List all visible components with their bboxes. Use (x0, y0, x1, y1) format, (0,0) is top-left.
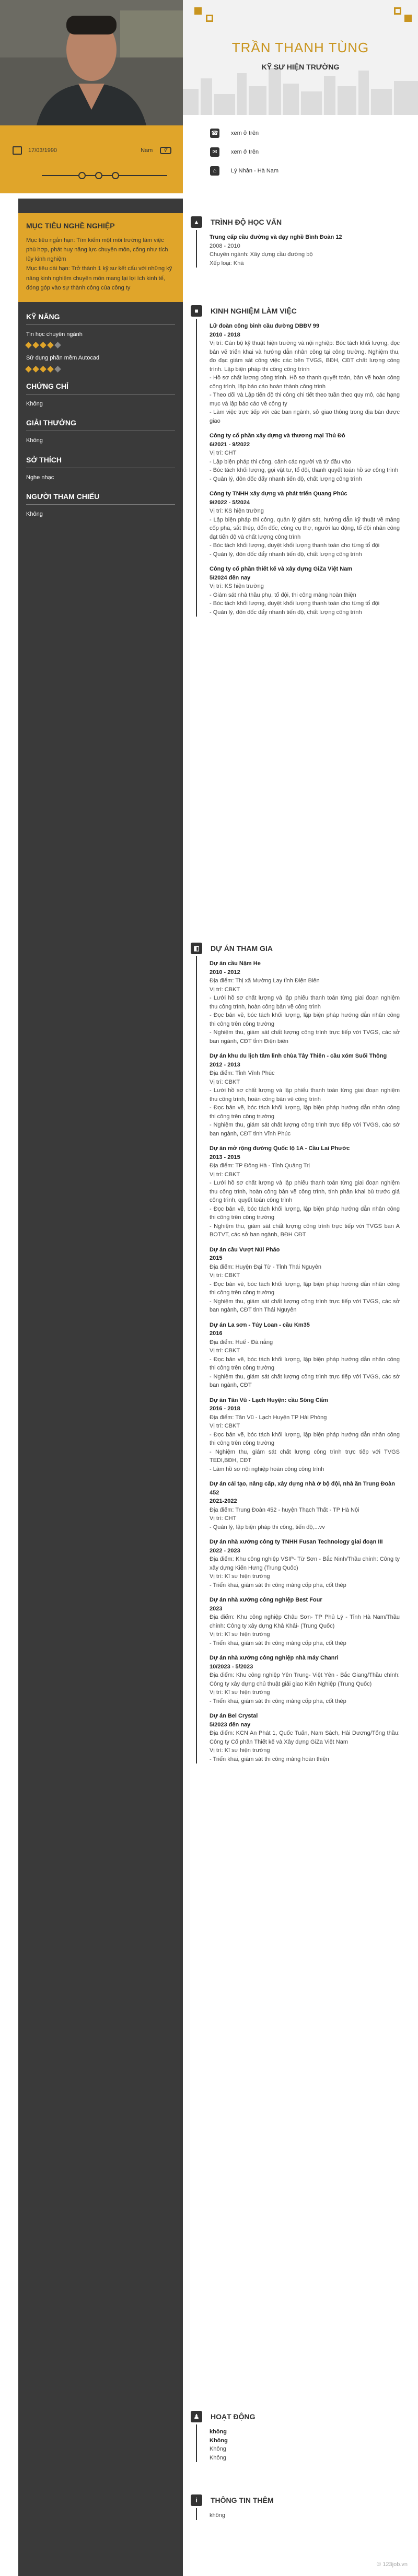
decor-circle (112, 172, 119, 179)
contact-email: ✉ xem ở trên (210, 147, 259, 157)
education-section (191, 214, 400, 274)
project-entry: Dự án cải tạo, nâng cấp, xây dựng nhà ở bộ đội, nhà ăn Trung Đoàn 452 2021-2022 Địa điểm: Trung Đoàn 452 - huyện Thạch Thất - TP Hà Nội Vị trí: CHT - Quản lý, lập biện pháp thi công, tiến độ,...vv (210, 1481, 396, 1530)
watermark: © 123job.vn (377, 2561, 408, 2568)
activity-icon: ♟ (191, 2411, 202, 2422)
skill-name: Sử dụng phần mềm Autocad (26, 355, 100, 362)
project-icon: ◧ (191, 943, 202, 954)
email-icon: ✉ (210, 147, 219, 157)
hobbies-section: SỞ THÍCH Nghe nhạc (18, 455, 183, 482)
section-title: KINH NGHIỆM LÀM VIỆC (211, 306, 297, 315)
sidebar (18, 199, 183, 2576)
awards-section: GIẢI THƯỞNG Không (18, 417, 183, 445)
project-entry: Dự án khu du lịch tâm linh chùa Tây Thiên - cầu xóm Suối Thông 2012 - 2013 Địa điểm: Tỉnh Vĩnh Phúc Vị trí: CBKT - Lưới hồ sơ chất lượng và lập phiếu thanh toán từng giai đoạn nghiệm thu công trình, hoàn công bản vẽ công trình - Đọc bản vẽ, bóc tách khối lượng, lập biện pháp hướng dẫn nhân công thi công trên công trường - Nghiệm thu, giám sát chất lượng công trình trực tiếp với TVGS, các sở ban ngành, CĐT tỉnh Vĩnh Phúc (210, 1053, 400, 1137)
section-title: GIẢI THƯỞNG (26, 417, 175, 431)
objective-text: Mục tiêu ngắn hạn: Tìm kiếm một môi trường làm việc phù hợp, phát huy năng lực chuyên môn, cống như tích lũy kinh nghiệm Mục tiêu dài hạn: Trở thành 1 kỹ sư kết cấu với những kỹ năng kinh nghiệm chuyên môn mang lại lợi ích kinh tế, đóng góp vào sự thành công của công ty (26, 237, 172, 291)
more-info-entry: không (210, 2512, 225, 2519)
experience-entry: Công ty cổ phần xây dựng và thương mại Thủ Đô 6/2021 - 9/2022 Vị trí: CHT - Lập biện pháp thi công, cảnh các người và từ đầu vào - Bóc tách khối lượng, gọi vật tư, tổ đội, thanh quyết toán hồ sơ công trình - Quản lý, đôn đốc đẩy nhanh tiến độ, chất lượng công trình (210, 433, 399, 482)
contact-address: ⌂ Lý Nhân - Hà Nam (210, 166, 278, 176)
home-icon: ⌂ (210, 166, 219, 176)
section-title: SỞ THÍCH (26, 455, 175, 468)
cv-header (0, 0, 418, 199)
more-info-section (191, 2492, 400, 2526)
project-entry: Dự án Bel Crystal 5/2023 đến nay Địa điểm: KCN An Phát 1, Quốc Tuấn, Nam Sách, Hải Dương/Tổng thầu: Công ty Cổ phần Thiết kế và Xây dựng GiZa Việt Nam Vị trí: Kĩ sư hiện trường - Triển khai, giám sát thi công mảng hoàn thiện (210, 1713, 400, 1762)
avatar (0, 0, 183, 125)
projects-section (191, 941, 400, 1770)
decor-square (206, 15, 213, 22)
section-title: HOẠT ĐỘNG (211, 2412, 256, 2421)
decor-circle (95, 172, 102, 179)
experience-entry: Lữ đoàn công binh cầu đường DBĐV 99 2010 - 2018 Vị trí: Cán bộ kỹ thuật hiện trường và nội nghiệp: Bóc tách khối lượng, đọc bản vẽ triển khai và hướng dẫn nhân công tại công trường. Nghiệm thu, đo đạc giám sát công việc các bên TVGS, BĐH, CĐT chất lượng công trình. Lập biện pháp thi công công trình - Hồ sơ chất lượng công trình. Hồ sơ thanh quyết toán, bản vẽ hoàn công công trình, lập báo cáo hoàn thành công trình - Theo dõi và Lập tiến độ thi công chi tiết theo tuần theo quy mô, các hạng mục và lập báo cáo về công ty - Làm việc trực tiếp với các ban ngành, sở giao thông trong địa bàn được giao (210, 323, 400, 424)
section-title: CHỨNG CHỈ (26, 381, 175, 394)
certificates-section: CHỨNG CHỈ Không (18, 381, 183, 409)
section-title: DỰ ÁN THAM GIA (211, 944, 273, 953)
activity-entry: không Không Không Không (210, 2429, 228, 2461)
phone-icon: ☎ (210, 129, 219, 138)
project-entry: Dự án cầu Vượt Núi Pháo 2015 Địa điểm: Huyện Đại Từ - Tỉnh Thái Nguyên Vị trí: CBKT - Đọc bản vẽ, bóc tách khối lượng, lập biện pháp hướng dẫn nhân công thi công trên công trường - Nghiệm thu, giám sát chất lượng công trình trực tiếp với TVGS, các sở ban ngành, CĐT tỉnh Thái Nguyên (210, 1246, 400, 1313)
skill-rating (26, 367, 175, 372)
graduation-cap-icon: ▲ (191, 216, 202, 228)
candidate-name: TRẦN THANH TÙNG (231, 40, 369, 55)
job-title: KỸ SƯ HIỆN TRƯỜNG (261, 63, 340, 71)
decor-divider (42, 175, 167, 176)
gender: Nam (141, 147, 153, 154)
calendar-icon (13, 146, 22, 155)
birthday: 17/03/1990 (28, 147, 57, 154)
references-section: NGƯỜI THAM CHIẾU Không (18, 491, 183, 519)
contact-phone: ☎ xem ở trên (210, 129, 259, 138)
experience-entry: Công ty TNHH xây dựng và phát triển Quang Phúc 9/2022 - 5/2024 Vị trí: KS hiện trường - Lập biện pháp thi công, quản lý giám sát, hướng dẫn kỹ thuật về mảng cốp pha, sắt thép, đổn đốc, công cụ thợ, người lao động, tổ đội nhân công đạt tiến độ và chất lượng công trình - Bóc tách khối lượng, duyệt khối lượng thanh toán cho từng tổ đội - Quản lý, đôn đốc đẩy nhanh tiến độ, chất lượng công trình (210, 491, 400, 558)
experience-section (191, 303, 400, 623)
education-entry: Trung cấp cầu đường và dạy nghề Bình Đoàn 12 2008 - 2010 Chuyên ngành: Xây dựng cầu đường bộ Xếp loại: Khá (210, 234, 342, 266)
section-title: MỤC TIÊU NGHỀ NGHIỆP (26, 222, 115, 230)
project-entry: Dự án mở rộng đường Quốc lộ 1A - Cầu Lai Phước 2013 - 2015 Địa điểm: TP Đông Hà - Tỉnh Quảng Trị Vị trí: CBKT - Lưới hồ sơ chất lượng và lập phiếu thanh toán từng giai đoạn nghiệm thu công trình, hoàn công bản vẽ công trình, tính phần khai bù trước giá công trình, quyết toán công trình - Đọc bản vẽ, bóc tách khối lượng, lập biện pháp hướng dẫn nhân công thi công trên công trường - Nghiệm thu, giám sát chất lượng công trình trực tiếp với TVGS ban A BOTVT, các sở ban ngành, BĐH CĐT (210, 1145, 400, 1238)
section-title: KỸ NĂNG (26, 311, 175, 325)
project-entry: Dự án nhà xưởng công nghiệp Best Four 2023 Địa điểm: Khu công nghiệp Châu Sơn- TP Phủ Lý - Tỉnh Hà Nam/Thầu chính: Công ty xây dựng Khả Khải- (Trung Quốc) Vị trí: Kĩ sư hiện trường - Triển khai, giám sát thi công mảng cốp pha, cốt thép (210, 1597, 400, 1646)
skill-name: Tin học chuyên ngành (26, 331, 83, 338)
project-entry: Dự án nhà xưởng công nghiệp nhà máy Chanri 10/2023 - 5/2023 Địa điểm: Khu công nghiệp Yên Trung- Việt Yên - Bắc Giang/Thầu chính: Công ty xây dựng chủ thuật giải giao Kiến Nghiệp (Trung Quốc) Vị trí: Kĩ sư hiện trường - Triển khai, giám sát thi công mảng cốp pha, cốt thép (210, 1655, 400, 1704)
section-title: TRÌNH ĐỘ HỌC VẤN (211, 217, 282, 226)
info-icon: i (191, 2494, 202, 2506)
project-entry: Dự án nhà xưởng công ty TNHH Fusan Technology giai đoạn III 2022 - 2023 Địa điểm: Khu công nghiệp VSIP- Từ Sơn - Bắc Ninh/Thầu chính: Công ty xây dựng Kiến Hưng (Trung Quốc) Vị trí: Kĩ sư hiện trường - Triển khai, giám sát thi công mảng cốp pha, cốt thép (210, 1539, 400, 1588)
project-entry: Dự án cầu Nậm He 2010 - 2012 Địa điểm: Thị xã Mường Lay tỉnh Điện Biên Vị trí: CBKT - Lưới hồ sơ chất lượng và lập phiếu thanh toán từng giai đoạn nghiệm thu công trình, hoàn công bản vẽ công trình - Đọc bản vẽ, bóc tách khối lượng, lập biện pháp hướng dẫn nhân công thi công trên công trường - Nghiệm thu, giám sát chất lượng công trình trực tiếp với TVGS, các sở ban ngành, CĐT tỉnh Điện biên (210, 960, 400, 1045)
skill-rating (26, 343, 175, 347)
decor-square (394, 7, 401, 15)
decor-circle (78, 172, 86, 179)
project-entry: Dự án La sơn - Túy Loan - cầu Km35 2016 Địa điểm: Huế - Đà nẵng Vị trí: CBKT - Đọc bản vẽ, bóc tách khối lượng, lập biện pháp hướng dẫn nhân công thi công trên công trường - Nghiệm thu, giám sát chất lượng công trình trực tiếp với TVGS, các sở ban ngành, CĐT (210, 1321, 400, 1388)
gender-icon: ⚥ (160, 147, 171, 154)
project-entry: Dự án Tân Vũ - Lạch Huyện: cầu Sông Cấm 2016 - 2018 Địa điểm: Tân Vũ - Lạch Huyện TP Hải Phòng Vị trí: CBKT - Đọc bản vẽ, bóc tách khối lượng, lập biện pháp hướng dẫn nhân công thi công trên công trường - Nghiệm thu, giám sát chất lượng công trình trực tiếp với TVGS TEDI,BĐH, CĐT - Làm hồ sơ nội nghiệp hoàn công công trình (210, 1397, 400, 1472)
career-objective (18, 213, 183, 302)
section-title: THÔNG TIN THÊM (211, 2496, 274, 2504)
decor-square (194, 7, 202, 15)
briefcase-icon: ■ (191, 305, 202, 317)
activities-section (191, 2409, 400, 2468)
section-title: NGƯỜI THAM CHIẾU (26, 491, 175, 505)
skills-section (18, 311, 183, 372)
experience-entry: Công ty cổ phần thiết kế và xây dựng GiZa Việt Nam 5/2024 đến nay Vị trí: KS hiện trường - Giám sát nhà thầu phụ, tổ đội, thi công mảng hoàn thiện - Bóc tách khối lượng, duyệt khối lượng thanh toán cho từng tổ đội - Quản lý, đôn đốc đẩy nhanh tiến độ, chất lượng công trình (210, 566, 380, 616)
basic-info (0, 141, 183, 160)
decor-square (404, 15, 412, 22)
